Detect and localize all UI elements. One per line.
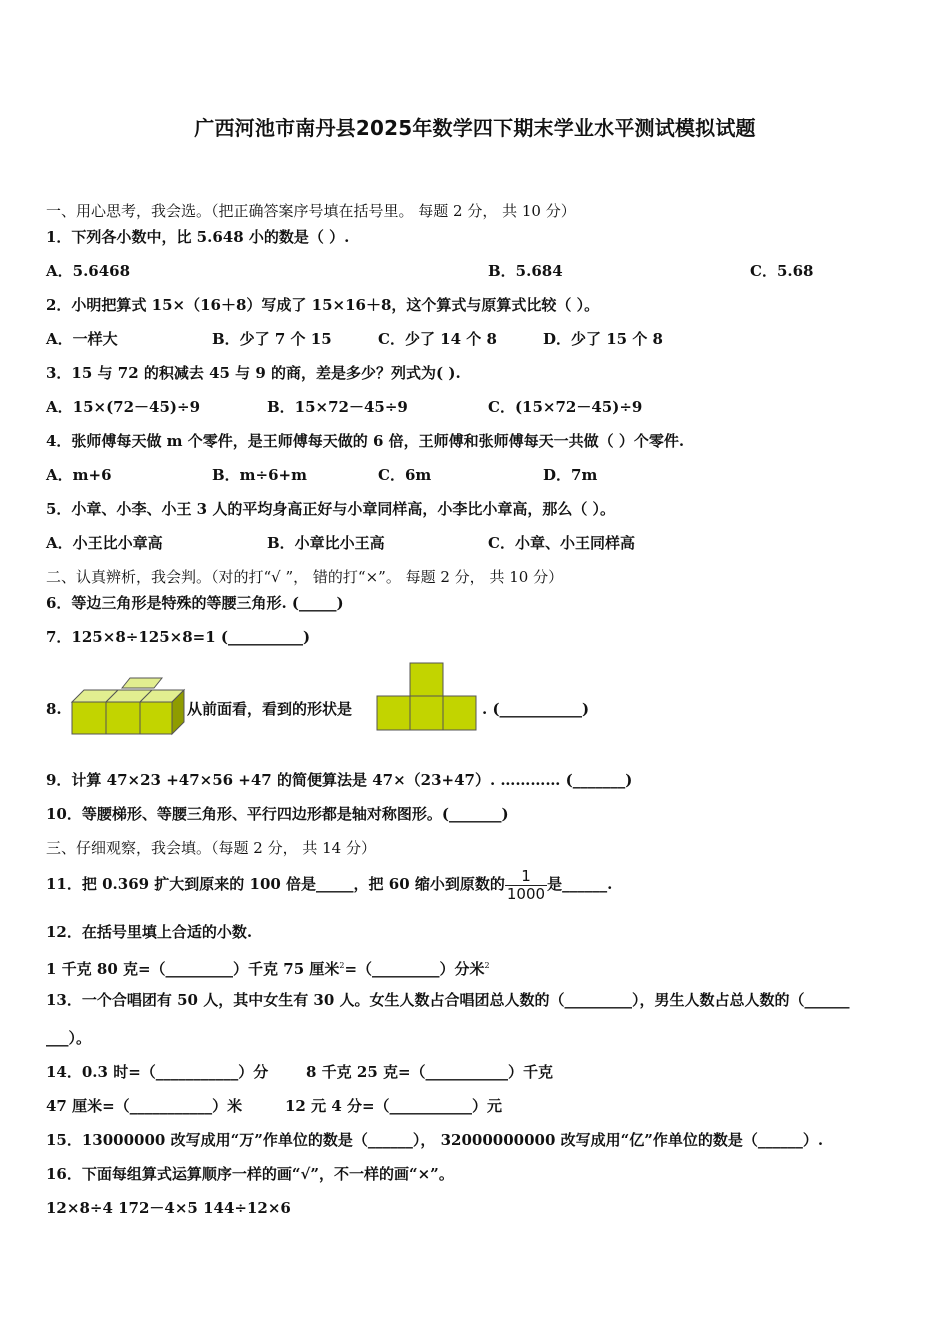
section-3-heading: 三、仔细观察，我会填。（每题 2 分， 共 14 分） — [46, 839, 376, 857]
q2-option-b: B．少了 7 个 15 — [212, 330, 332, 348]
q4-option-d: D．7m — [543, 466, 598, 484]
question-16: 16．下面每组算式运算顺序一样的画“√”，不一样的画“×”。 — [46, 1165, 454, 1183]
q3-option-b: B．15×72－45÷9 — [267, 398, 408, 416]
q2-option-a: A．一样大 — [46, 330, 118, 348]
cube-stack-figure — [70, 676, 188, 736]
q4-option-a: A．m+6 — [46, 466, 112, 484]
superscript: 2 — [484, 961, 490, 970]
question-4: 4．张师傅每天做 m 个零件，是王师傅每天做的 6 倍，王师傅和张师傅每天一共做（ ）个零件. — [46, 432, 685, 450]
question-13-continued: ___）。 — [46, 1029, 92, 1047]
question-1: 1．下列各小数中，比 5.648 小的数是（ ）. — [46, 228, 350, 246]
question-12-items — [46, 955, 490, 980]
section-1-heading: 一、用心思考，我会选。（把正确答案序号填在括号里。 每题 2 分， 共 10 分） — [46, 202, 576, 220]
q5-option-b: B．小章比小王高 — [267, 534, 385, 552]
q1-option-a: A．5.6468 — [46, 262, 131, 280]
question-6: 6．等边三角形是特殊的等腰三角形. (_____) — [46, 594, 344, 612]
q1-option-c: C．5.68 — [750, 262, 814, 280]
q14-item-2: 8 千克 25 克=（___________）千克 — [306, 1063, 554, 1081]
question-2: 2．小明把算式 15×（16＋8）写成了 15×16＋8，这个算式与原算式比较（ ）。 — [46, 296, 600, 314]
question-13: 13．一个合唱团有 50 人，其中女生有 30 人。女生人数占合唱团总人数的（_________），男生人数占总人数的（______ — [46, 991, 850, 1009]
q5-option-a: A．小王比小章高 — [46, 534, 163, 552]
q2-option-c: C．少了 14 个 8 — [378, 330, 497, 348]
q3-option-c: C．(15×72－45)÷9 — [488, 398, 643, 416]
q14-item-4: 12 元 4 分=（___________）元 — [285, 1097, 503, 1115]
question-16-expressions: 12×8÷4 172－4×5 144÷12×6 — [46, 1199, 291, 1217]
question-5: 5．小章、小李、小王 3 人的平均身高正好与小章同样高，小李比小章高，那么（ ）。 — [46, 500, 616, 518]
page-title: 广西河池市南丹县2025年数学四下期末学业水平测试模拟试题 — [194, 116, 756, 140]
q2-option-d: D．少了 15 个 8 — [543, 330, 663, 348]
q3-option-a: A．15×(72－45)÷9 — [46, 398, 201, 416]
question-9: 9．计算 47×23 +47×56 +47 的简便算法是 47×（23+47）. ………… (_______) — [46, 771, 633, 789]
question-10: 10．等腰梯形、等腰三角形、平行四边形都是轴对称图形。(_______) — [46, 805, 509, 823]
fraction-denominator: 1000 — [506, 884, 546, 903]
fraction — [505, 868, 547, 903]
q5-option-c: C．小章、小王同样高 — [488, 534, 635, 552]
q11-text-after: 是______. — [547, 875, 613, 893]
question-3: 3．15 与 72 的积减去 45 与 9 的商，差是多少？列式为( ). — [46, 364, 461, 382]
front-view-figure — [376, 662, 478, 732]
question-8-text: 从前面看，看到的形状是 — [187, 700, 353, 718]
fraction-numerator: 1 — [521, 866, 531, 885]
q1-option-b: B．5.684 — [488, 262, 563, 280]
question-7: 7．125×8÷125×8=1 (__________) — [46, 628, 311, 646]
q14-item-3: 47 厘米=（___________）米 — [46, 1097, 243, 1115]
question-11 — [46, 864, 612, 904]
q12-item-2: =（_________）分米 — [344, 960, 485, 978]
question-12: 12．在括号里填上合适的小数. — [46, 923, 253, 941]
q12-item-1: 1 千克 80 克=（_________）千克 75 厘米 — [46, 960, 340, 978]
q4-option-b: B．m÷6+m — [212, 466, 307, 484]
question-8-answer-blank: . (___________) — [482, 700, 590, 718]
section-2-heading: 二、认真辨析，我会判。（对的打“√ ”， 错的打“×”。 每题 2 分， 共 10 分） — [46, 568, 564, 586]
question-15: 15．13000000 改写成用“万”作单位的数是（______）， 32000000000 改写成用“亿”作单位的数是（______）. — [46, 1131, 824, 1149]
q11-text-before: 11．把 0.369 扩大到原来的 100 倍是_____，把 60 缩小到原数的 — [46, 875, 505, 893]
question-8-number: 8. — [46, 700, 62, 718]
superscript: 2 — [339, 961, 345, 970]
q14-item-1: 14．0.3 时=（___________）分 — [46, 1063, 269, 1081]
q4-option-c: C．6m — [378, 466, 432, 484]
